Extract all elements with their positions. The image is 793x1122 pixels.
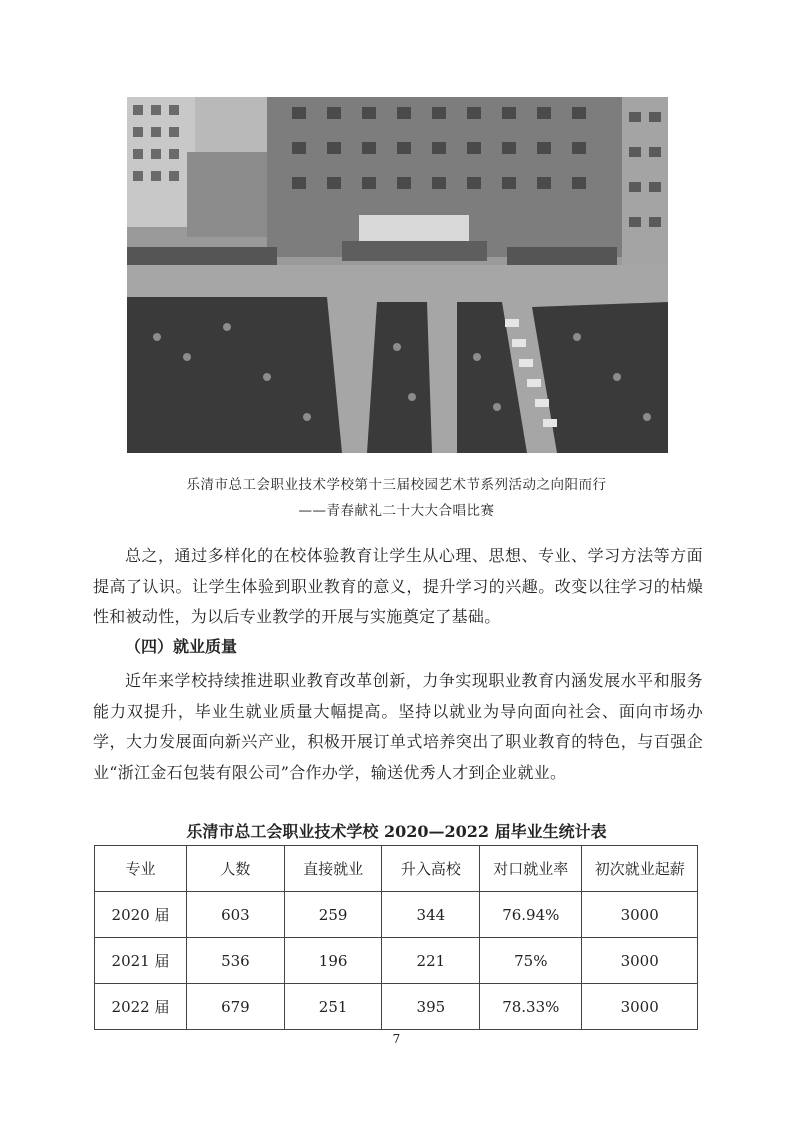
table-title: 乐清市总工会职业技术学校 2020—2022 届毕业生统计表 [186, 822, 607, 841]
table-cell: 3000 [582, 984, 698, 1030]
photo-caption-line1: 乐清市总工会职业技术学校第十三届校园艺术节系列活动之向阳而行 [186, 477, 607, 493]
section-title: （四）就业质量 [125, 637, 238, 656]
event-photo [127, 97, 668, 453]
table-cell: 344 [382, 892, 480, 938]
table-header-row [95, 846, 698, 892]
photo-caption-line2: ——青春献礼二十大大合唱比赛 [298, 503, 495, 519]
table-cell: 603 [187, 892, 285, 938]
table-row [95, 938, 698, 984]
header-higher-education: 升入高校 [382, 846, 480, 892]
table-row [95, 892, 698, 938]
header-direct-employment: 直接就业 [284, 846, 382, 892]
table-cell: 2021 届 [95, 938, 187, 984]
page-number: 7 [392, 1032, 401, 1046]
table-cell: 78.33% [480, 984, 582, 1030]
table-cell: 679 [187, 984, 285, 1030]
header-count: 人数 [187, 846, 285, 892]
table-cell: 3000 [582, 892, 698, 938]
table-cell: 75% [480, 938, 582, 984]
table-cell: 196 [284, 938, 382, 984]
table-cell: 259 [284, 892, 382, 938]
header-starting-salary: 初次就业起薪 [582, 846, 698, 892]
table-row [95, 984, 698, 1030]
stage-banner [359, 215, 469, 241]
table-cell: 395 [382, 984, 480, 1030]
table-cell: 2020 届 [95, 892, 187, 938]
table-cell: 221 [382, 938, 480, 984]
table-cell: 2022 届 [95, 984, 187, 1030]
graduate-stats-table [94, 845, 698, 1030]
table-cell: 251 [284, 984, 382, 1030]
table-cell: 536 [187, 938, 285, 984]
header-match-rate: 对口就业率 [480, 846, 582, 892]
table-cell: 76.94% [480, 892, 582, 938]
paragraph-summary: 总之，通过多样化的在校体验教育让学生从心理、思想、专业、学习方法等方面提高了认识。让学生体验到职业教育的意义，提升学习的兴趣。改变以往学习的枯燥性和被动性，为以后专业教学的开展与实施奠定了基础。 [93, 546, 703, 626]
photo-illustration [127, 97, 668, 453]
header-major: 专业 [95, 846, 187, 892]
table-cell: 3000 [582, 938, 698, 984]
paragraph-employment: 近年来学校持续推进职业教育改革创新，力争实现职业教育内涵发展水平和服务能力双提升，毕业生就业质量大幅提高。坚持以就业为导向面向社会、面向市场办学，大力发展面向新兴产业，积极开展订单式培养突出了职业教育的特色，与百强企业“浙江金石包装有限公司”合作办学，输送优秀人才到企业就业。 [93, 671, 703, 782]
